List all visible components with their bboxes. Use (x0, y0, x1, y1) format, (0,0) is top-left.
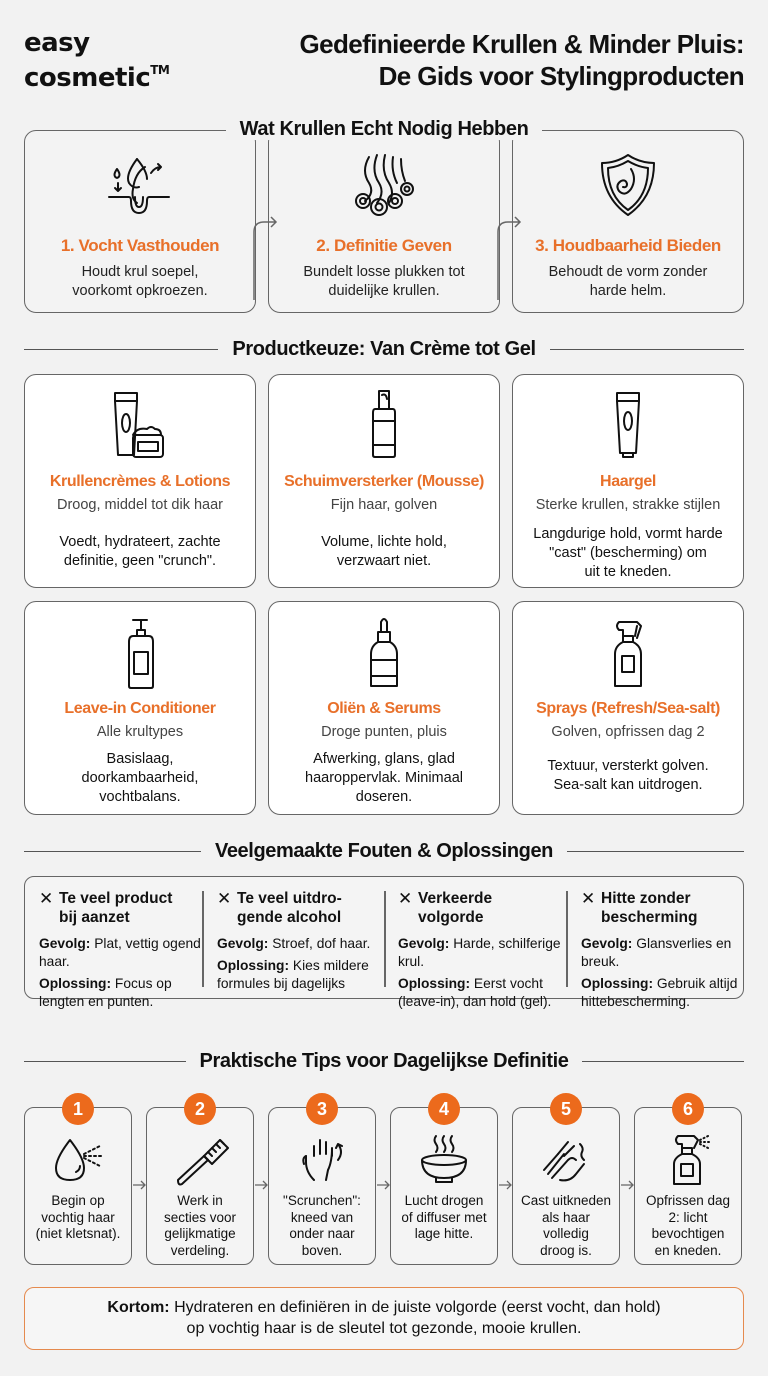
tip-line: boven. (301, 1242, 343, 1258)
mistake-title-line: Te veel product (59, 890, 173, 907)
tip-text (151, 1193, 249, 1259)
product-subtitle: Golven, opfrissen dag 2 (551, 724, 705, 740)
needs-section (24, 130, 744, 313)
brand-line-1: easy (24, 28, 90, 58)
need-description (35, 263, 245, 301)
gel-tube-icon (593, 387, 663, 467)
product-desc-line: uit te kneden. (584, 564, 672, 580)
arrow-right-icon (621, 1180, 635, 1190)
tip-text (639, 1193, 737, 1259)
tip-line: "Scrunchen": (283, 1193, 361, 1208)
need-desc-line: duidelijke krullen. (328, 283, 440, 299)
mistake-consequence (39, 935, 209, 971)
tip-text (273, 1193, 371, 1259)
mistake-consequence (217, 935, 387, 953)
mistake-title (581, 889, 741, 927)
need-card-moisture (24, 130, 256, 313)
tip-line: lage hitte. (414, 1226, 474, 1241)
divider (24, 1061, 186, 1063)
mistake-title (217, 889, 387, 927)
dropper-bottle-icon (349, 614, 419, 694)
summary-line-1 (25, 1297, 743, 1318)
consequence-label: Gevolg: (581, 936, 633, 951)
mistakes-heading (24, 840, 744, 863)
product-description (523, 525, 733, 582)
column-divider (384, 891, 386, 987)
divider (567, 851, 744, 853)
section-heading: Wat Krullen Echt Nodig Hebben (226, 118, 543, 140)
tip-card (634, 1099, 742, 1265)
need-card-definition (268, 130, 500, 313)
step-number-badge: 1 (62, 1093, 94, 1125)
solution-label: Oplossing: (217, 958, 290, 973)
summary-line-2: op vochtig haar is de sleutel tot gezonde, mooie krullen. (186, 1320, 582, 1337)
tip-card (512, 1099, 620, 1265)
need-title: 1. Vocht Vasthouden (60, 236, 220, 255)
product-desc-line: Voedt, hydrateert, zachte (59, 534, 221, 550)
mistake-item (39, 889, 209, 1009)
product-description (279, 750, 489, 807)
scrunch-hand-icon (292, 1130, 352, 1188)
product-card-mousse (268, 374, 500, 588)
diffuser-bowl-icon (414, 1130, 474, 1188)
need-desc-line: Behoudt de vorm zonder (548, 264, 708, 280)
product-desc-line: Textuur, versterkt golven. (547, 758, 709, 774)
mistake-solution (398, 975, 568, 1011)
need-desc-line: voorkomt opkroezen. (72, 283, 208, 299)
water-drop-spray-icon (48, 1130, 108, 1188)
page-title-line-1: Gedefinieerde Krullen & Minder Pluis: (299, 29, 744, 59)
consequence-label: Gevolg: (39, 936, 91, 951)
close-x-icon: ✕ (398, 889, 413, 908)
consequence-text: Plat, vettig ogend haar. (39, 936, 201, 969)
mistake-item (398, 889, 568, 1009)
arrow-connector-icon (250, 210, 280, 300)
tip-text (29, 1193, 127, 1243)
product-desc-line: "cast" (bescherming) om (549, 545, 707, 561)
product-desc-line: doorkambaarheid, (81, 770, 199, 786)
column-divider (202, 891, 204, 987)
tip-line: of diffuser met (401, 1209, 487, 1225)
product-title: Haargel (600, 473, 656, 490)
mistake-consequence (581, 935, 741, 971)
need-card-hold (512, 130, 744, 313)
product-subtitle: Sterke krullen, strakke stijlen (535, 497, 721, 513)
tip-card (146, 1099, 254, 1265)
product-title: Leave-in Conditioner (64, 700, 216, 717)
summary-label: Kortom: (107, 1299, 170, 1316)
summary-text: Hydrateren en definiëren in de juiste volgorde (eerst vocht, dan hold) (169, 1299, 661, 1316)
summary-box (24, 1287, 744, 1350)
divider (582, 1061, 744, 1063)
tip-line: gelijkmatige (164, 1226, 236, 1241)
product-description (523, 757, 733, 795)
solution-text: Focus op lengten en punten. (39, 976, 172, 1009)
mistake-title (398, 889, 568, 927)
mistake-item (217, 889, 387, 989)
page-title-line-2: De Gids voor Stylingproducten (378, 61, 744, 91)
need-title: 3. Houdbaarheid Bieden (535, 236, 721, 255)
product-subtitle: Alle krultypes (96, 724, 184, 740)
close-x-icon: ✕ (39, 889, 54, 908)
spray-bottle-icon (593, 614, 663, 694)
need-title: 2. Definitie Geven (316, 236, 452, 255)
close-x-icon: ✕ (217, 889, 232, 908)
arrow-right-icon (499, 1180, 513, 1190)
product-subtitle: Fijn haar, golven (330, 497, 438, 513)
comb-icon (170, 1130, 230, 1188)
product-subtitle: Droge punten, pluis (321, 724, 447, 740)
arrow-right-icon (255, 1180, 269, 1190)
arrow-right-icon (377, 1180, 391, 1190)
tip-line: vochtig haar (41, 1209, 115, 1225)
mistake-solution (581, 975, 741, 1011)
trademark: TM (150, 63, 170, 77)
product-desc-line: haaroppervlak. Minimaal (305, 770, 463, 786)
mistakes-box (24, 876, 744, 1009)
shield-curl-icon (593, 151, 663, 221)
curls-icon (349, 151, 419, 221)
tip-line: als haar (541, 1209, 591, 1225)
needs-heading-wrap (0, 118, 768, 141)
mousse-can-icon (349, 387, 419, 467)
mistake-solution (217, 957, 387, 993)
divider (24, 349, 218, 351)
tip-text (395, 1193, 493, 1243)
need-description (279, 263, 489, 301)
product-description (279, 533, 489, 571)
product-card-leave-in (24, 601, 256, 815)
product-desc-line: Volume, lichte hold, (321, 534, 447, 550)
section-heading: Veelgemaakte Fouten & Oplossingen (215, 840, 554, 862)
page-title (184, 28, 744, 92)
tip-line: verdeling. (170, 1242, 230, 1258)
brand-line-2: cosmetic (24, 63, 151, 93)
product-desc-line: definitie, geen "crunch". (63, 553, 217, 569)
need-desc-line: harde helm. (589, 283, 667, 299)
arrow-right-icon (133, 1180, 147, 1190)
need-desc-line: Bundelt losse plukken tot (303, 264, 465, 280)
tip-line: Lucht drogen (404, 1193, 484, 1208)
tip-line: Begin op (51, 1193, 105, 1208)
pump-bottle-icon (105, 614, 175, 694)
solution-label: Oplossing: (39, 976, 112, 991)
divider (550, 349, 744, 351)
mistake-title-line: bescherming (601, 909, 698, 926)
tip-line: Werk in (177, 1193, 223, 1208)
tip-card (390, 1099, 498, 1265)
column-divider (566, 891, 568, 987)
close-x-icon: ✕ (581, 889, 596, 908)
consequence-text: Harde, schilferige krul. (398, 936, 561, 969)
need-description (523, 263, 733, 301)
divider (24, 851, 201, 853)
step-number-badge: 6 (672, 1093, 704, 1125)
mistake-solution (39, 975, 209, 1011)
step-number-badge: 4 (428, 1093, 460, 1125)
mistake-title-line: Verkeerde (418, 890, 493, 907)
need-desc-line: Houdt krul soepel, (81, 264, 199, 280)
tip-line: kneed van (290, 1209, 354, 1225)
solution-label: Oplossing: (398, 976, 471, 991)
mistake-title-line: Hitte zonder (601, 890, 691, 907)
mistake-consequence (398, 935, 568, 971)
consequence-label: Gevolg: (217, 936, 269, 951)
tip-line: bevochtigen (651, 1226, 725, 1241)
product-card-gel (512, 374, 744, 588)
product-card-sprays (512, 601, 744, 815)
hair-follicle-moisture-icon (105, 151, 175, 221)
tip-card (24, 1099, 132, 1265)
product-desc-line: doseren. (355, 789, 413, 805)
step-number-badge: 3 (306, 1093, 338, 1125)
mistake-title (39, 889, 209, 927)
mistake-item (581, 889, 741, 1009)
tip-line: (niet kletsnat). (35, 1226, 121, 1241)
product-description (35, 533, 245, 571)
tube-and-jar-icon (105, 387, 175, 467)
tip-line: 2: licht (668, 1209, 708, 1225)
spray-bottle-icon (658, 1130, 718, 1188)
tip-text (517, 1193, 615, 1259)
product-subtitle: Droog, middel tot dik haar (56, 497, 224, 513)
brand-logo (24, 30, 169, 92)
products-heading (24, 338, 744, 361)
product-desc-line: Langdurige hold, vormt harde (533, 526, 723, 542)
product-card-cremes (24, 374, 256, 588)
product-title: Oliën & Serums (327, 700, 441, 717)
hands-kneading-icon (536, 1130, 596, 1188)
product-description (35, 750, 245, 807)
product-title: Schuimversterker (Mousse) (284, 473, 484, 490)
tip-line: Cast uitkneden (520, 1193, 612, 1208)
solution-text: Kies mildere formules bij dagelijks (217, 958, 369, 991)
step-number-badge: 5 (550, 1093, 582, 1125)
step-number-badge: 2 (184, 1093, 216, 1125)
tip-card (268, 1099, 376, 1265)
tip-line: volledig (543, 1226, 589, 1241)
section-heading: Praktische Tips voor Dagelijkse Definitie (199, 1050, 569, 1072)
product-desc-line: Basislaag, (106, 751, 174, 767)
product-desc-line: vochtbalans. (99, 789, 181, 805)
mistake-title-line: volgorde (418, 909, 484, 926)
consequence-label: Gevolg: (398, 936, 450, 951)
section-heading: Productkeuze: Van Crème tot Gel (232, 338, 536, 360)
product-desc-line: Sea-salt kan uitdrogen. (553, 777, 703, 793)
solution-text: Eerst vocht (leave-in), dan hold (gel). (398, 976, 552, 1009)
tip-line: en kneden. (654, 1242, 722, 1258)
mistake-title-line: gende alcohol (237, 909, 342, 926)
consequence-text: Glansverlies en breuk. (581, 936, 732, 969)
tips-heading (24, 1050, 744, 1073)
solution-label: Oplossing: (581, 976, 654, 991)
tip-line: Opfrissen dag (645, 1193, 731, 1208)
product-desc-line: Afwerking, glans, glad (313, 751, 455, 767)
tip-line: secties voor (163, 1209, 237, 1225)
arrow-connector-icon (494, 210, 524, 300)
product-title: Sprays (Refresh/Sea-salt) (536, 700, 720, 717)
product-desc-line: verzwaart niet. (336, 553, 432, 569)
tip-line: droog is. (540, 1242, 592, 1258)
consequence-text: Stroef, dof haar. (272, 936, 371, 951)
tip-line: onder naar (289, 1226, 355, 1241)
mistake-title-line: Te veel uitdro- (237, 890, 342, 907)
solution-text: Gebruik altijd hittebescherming. (581, 976, 738, 1009)
mistake-title-line: bij aanzet (59, 909, 130, 926)
product-title: Krullencrèmes & Lotions (49, 473, 231, 490)
product-card-oils (268, 601, 500, 815)
